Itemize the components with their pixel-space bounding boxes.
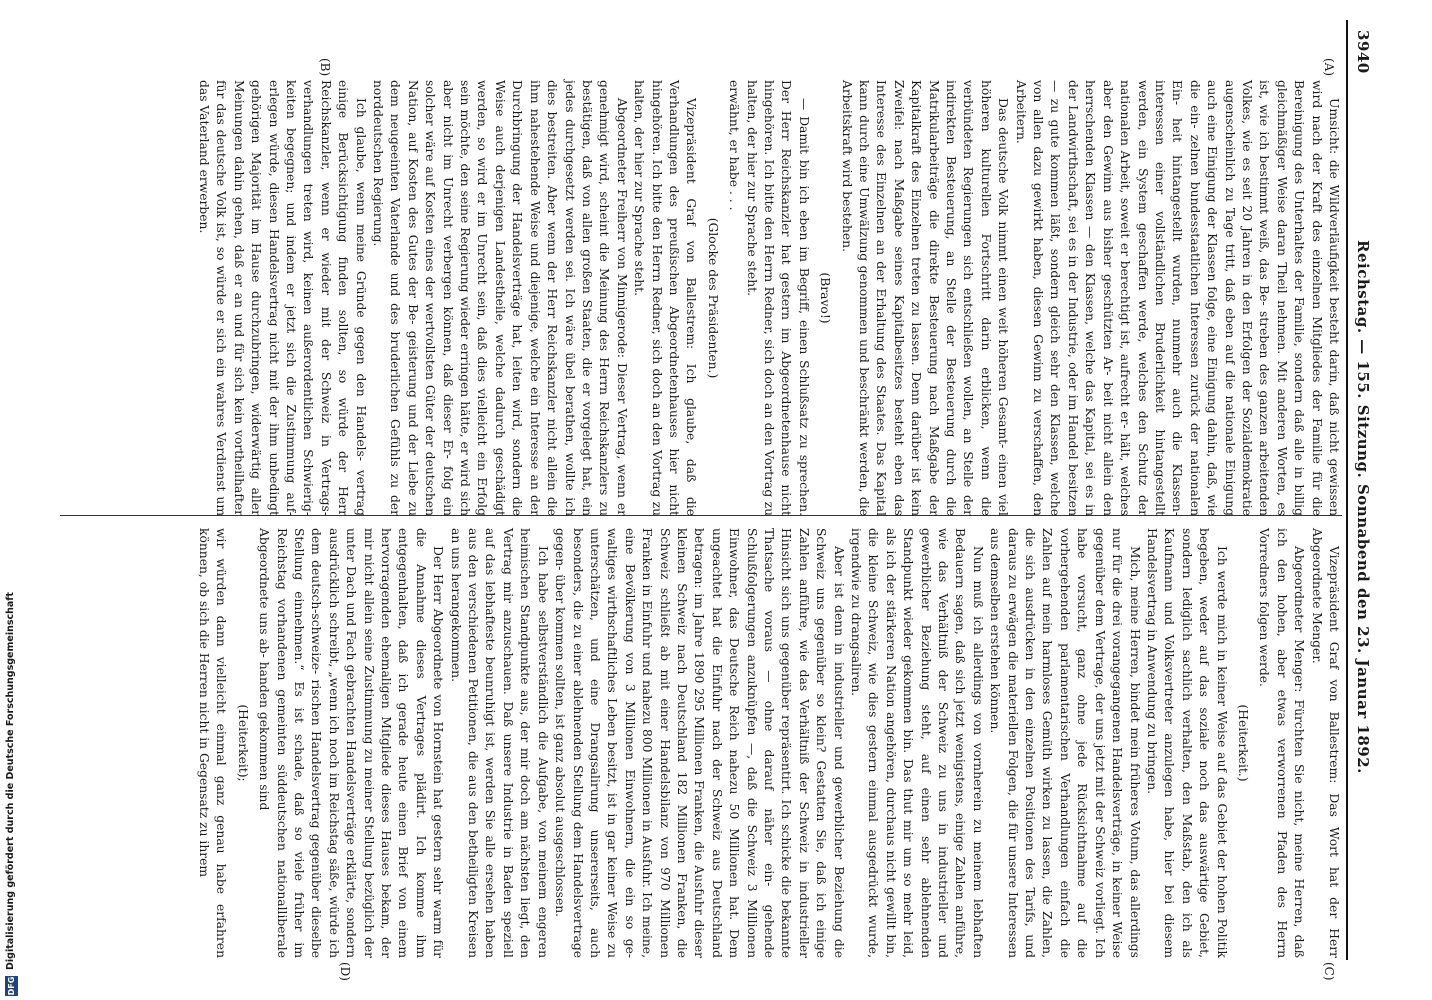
dfg-logo: DFG (7, 976, 16, 996)
paragraph: Abgeordneter Freiherr von Minnigerode: Dieser Vertrag, wenn er genehmigt wird, scheint die Meinung des Herrn Reichskanzlers zu bestätigen, daß von allen großen Staaten, die er vorgelegt hat, ein jedes durchgesetzt werden sei. Ich wäre übel berathen, wollte ich dies bestreiten. Aber wenn der Herr Reichskanzler nicht allein die ihm nahestehende Weise und diejenige, welche ein Interesse an der Durchbringung der Handelsverträge hat, leiten wird, sondern die Weise auch derjenigen Landestheile, welche dadurch geschädigt werden, so wird er im Unrecht sein, daß dies vielleicht ein Erfolg sein möchte, den seine Regierung wieder erringen hätte, er wird sich aber nicht im Unrecht verbergen können, daß dieser Er- folg ein solcher wäre auf Kosten eines der wertvollsten Güter der deutschen Nation, auf Kosten des Gutes der Be- geisterung und der Liebe zu dem neugeeinten Vaterlande und des bruderlichen Gefühls zu der norddeutschen Regierung. (371, 80, 629, 516)
page-header (1348, 30, 1374, 950)
paragraph: Ich habe selbstverständlich die Aufgabe, von meinem engeren heimischen Standpunkte aus, der mir doch am nächsten liegt, den Vertrag mir anzuschauen. Daß unsere Industrie in Baden speziell auf das lebhafteste beunruhigt ist, werden Sie alle ersehen haben aus den verschiedenen Petitionen, die aus den betheiligten Kreisen an uns herangekommen. (448, 528, 550, 958)
paragraph: — Damit bin ich eben im Begriff, einen Schlußsatz zu sprechen. Der Herr Reichskanzler hat gestern im Abgeordnetenhause nicht hingehören. Ich bitte den Herrn Redner, sich doch an den Vortrag zu halten, der hier zur Sprache steht. (744, 80, 811, 516)
paragraph: Vizepräsident Graf von Ballestrem: Ich glaube, daß die Verhandlungen des preußischen Abgeordnetenhauses hier nicht hingehören. Ich bitte den Herrn Redner, sich doch an den Vortrag zu halten, der hier zur Sprache steht. (632, 80, 699, 516)
margin-mark-d: (D) (338, 962, 352, 981)
interjection: (Glocke des Präsidenten.) (705, 217, 720, 379)
header-rule (1346, 20, 1348, 960)
interjection: (Heiterkeit); (235, 704, 250, 782)
paragraph: erwähnt, er habe . . . (727, 80, 742, 211)
paragraph: Ich werde mich in keiner Weise auf das Gebiet der hohen Politik begeben, weder auf das soziale noch das auswärtige Gebiet, sondern lediglich sachlich verhalten, den Maßstab, den ich als Kaufmann und Volksvertreter anzulegen habe, hier bei diesem Handelsvertrag in Anwendung zu bringen. (1144, 528, 1229, 958)
margin-mark-a: (A) (1322, 58, 1336, 77)
paragraph: Aber ist denn in industrieller und gewerblicher Beziehung die Schweiz uns gegenüber so klein? Gestatten Sie, daß ich einige Zahlen anführe, wie das Verhältniß der Schweiz in industrieller Hinsicht sich uns gegenüber repräsentirt. Ich schicke die bekannte Thatsache voraus — ohne darauf näher ein- gehende Schlußfolgerungen anzuknüpfen —, daß die Schweiz 3 Millionen Einwohner, das Deutsche Reich nahezu 50 Millionen hat. Dem ungeachtet hat die Einfuhr nach der Schweiz aus Deutschland betragen: im Jahre 1890 295 Millionen Franken, die Ausfuhr dieser kleinen Schweiz nach Deutschland 182 Millionen Franken, die Schweiz schließt ab mit einer Handelsbilanz von 970 Millionen Franken in Einfuhr und nahezu 800 Millionen in Ausfuhr. Ich meine, eine Bevölkerung von 3 Millionen Einwohnern, die ein so ge- waltiges wirthschaftliches Leben besitzt, ist in gar keiner Weise zu unterschätzen, und eine Drangsalirung unsererseits, auch besonders, die zu einer ablehnenden Stellung dem Handelsvertrage gegen- über kommen sollten, ist ganz absolut ausgeschlossen. (553, 528, 846, 958)
left-column (60, 80, 1342, 516)
paragraph: Umsicht: die Wildverläufigkeit besteht darin, daß nicht gewissen wird nach der Kraft des einzelnen Mitgliedes der Familie für die Bereinigung des Unterhaltes der Familie, sondern daß alle in billig gleichmäßiger Weise daran Theil nehmen. Mit anderen Worten, es ist, wie ich bestimmt weiß, das Be- streben des ganzen arbeitenden Volkes, wie es seit 20 Jahren in den Erfolgen der Sozialdemokratie augenscheinlich zu Tage tritt, daß eben auf die nationale Einigung auch eine Einigung der Klassen folge, eine Einigung dahin, daß, wie die ein- zelnen bundesstaatlichen Interessen zurück der nationalen Ein- heit hintangestellt wurden, nunmehr auch die Klassen- interessen einer vollständlichen Bruderlichkeit hintangestellt werden, ein System geschaffen werde, welches den Schutz der nationalen Arbeit, soweit er berechtigt ist, aufrecht er- hält, welches aber den Gewinn aus bisher geschützten Ar- beit nicht allein den herrschenden Klassen — den Klassen, welche das Kapital, sei es in der Landwirthschaft, sei es in der Industrie, oder im Handel besitzen — zu gute kommen läßt, sondern gleich sehr den Klassen, welche von allen dazu gewirkt haben, diesen Gewinn zu verschaffen, den Arbeitern. (1013, 80, 1341, 516)
paragraph: wir würden dann vielleicht einmal ganz genau habe erfahren können, ob sich die Herren nicht in Gegensatz zu ihrem (197, 528, 229, 958)
paragraph: Mich, meine Herren, bindet mein früheres Votum, das allerdings nur für die drei vorangegangenen Handelsverträge, in keiner Weise gegenüber dem Vertrage, der uns jetzt mit der Schweiz vorliegt. Ich habe vorsucht, ganz ohne jede Rücksichtnahme auf die vorhergehenden parlamentarischen Verhandlungen einfach die Zahlen auf mein harmloses Gemüth wirken zu lassen, die Zahlen, die sich ausdrücken in den einzelnen Positionen des Tarifs, und daraus zu erwägen die materiellen Folgen, die für unsere Interessen aus demselben erstehen können. (988, 528, 1142, 958)
paragraph: Abgeordneter Menger: Fürchten Sie nicht, meine Herren, daß ich den hohen, aber etwas verworrenen Pfaden des Herrn Vorredners folgen werde. (1257, 528, 1307, 958)
paragraph: Das deutsche Volk nimmt einen weit höheren Gesamt- einen viel höheren kulturellen Fortschritt darin erblicken, wenn die verbündeten Regierungen sich entschließen wollen, an Stelle der indirekten Besteuerung, an Stelle der Besteuerung durch die Matrikularbeiträge die direkte Besteuerung nach Maßgabe der Kapitalkraft des Einzelnen treten zu lassen. Denn darüber ist kein Zweifel: nach Maßgabe seines Kapitalbesitzes besteht eben das Interesse des Einzelnen an der Erhaltung des Staates. Das Kapital kann durch eine Umwälzung genommen und beschränkt werden, die Arbeitskraft wird bestehen. (839, 80, 1011, 516)
margin-mark-b: (B) (318, 58, 332, 77)
right-column (60, 528, 1342, 958)
margin-mark-c: (C) (1322, 962, 1336, 981)
header-title: Reichstag. — 155. Sitzung. Sonnabend den 23. Januar 1892. (1354, 240, 1372, 774)
page-number: 3940 (1354, 30, 1372, 74)
paragraph: Der Herr Abgeordnete von Hornstein hat gestern sehr warm für die Annahme dieses Vertrages plädirt. Ich komme ihm entgegenhalten, daß ich gerade heute einen Brief von einem hervorragenden ehemaligen Mitgliede dieses Hauses bekam, der mir nicht allein seine Zustimmung zu meiner Stellung bezüglich der unter Dach und Fach gebrachten Handelsverträge erklärte, sondern ausdrücklich schreibt, „wenn ich noch im Reichstag säße, würde ich dem deutsch-schweize- rischen Handelsvertrag gegenüber dieselbe Stellung einnehmen.“ Es ist schade, daß so viele früher im Reichstag vorhandenen gemeinten süddeutschen nationalliberale Abgeordnete uns ab- handen gekommen sind (257, 528, 446, 958)
interjection: (Bravo!) (818, 272, 833, 324)
paragraph: Vizepräsident Graf von Ballestrem: Das Wort hat der Herr Abgeordnete Menger. (1309, 528, 1341, 958)
digitization-credit: Digitalisierung gefördert durch die Deutsche Forschungsgemeinschaft (5, 592, 16, 970)
paragraph: Nun muß ich allerdings von vornherein zu meinem lebhaften Bedauern sagen, daß sich jetzt wenigstens, einige Zahlen anführe, wie das Verhältniß der Schweiz zu uns in industrieller und gewerblicher Beziehung steht, auf einen sehr ablehnenden Standpunkt wieder gekommen bin. Das thut mir um so mehr leid, als ich der stärkeren Nation angehören, durchaus nicht gewillt bin, die kleine Schweiz, wie dies gestern einmal ausgedrückt wurde, irgendwie zu drangsaliren. (849, 528, 985, 958)
footer-credit-strip (4, 0, 20, 1000)
interjection: (Heiterkeit.) (1235, 704, 1250, 782)
paragraph: Ich glaube, wenn meine Gründe gegen den Handels- vertrag einige Berücksichtigung finden sollten, so würde der Herr Reichskanzler, wenn er wieder mit der Schweiz in Vertrags- verhandlungen treten wird, keinen außerordentlichen Schwierig- keiten begegnen; und indem er jetzt sich die Zustimmung auf- erlegen würde, diesen Handelsvertrag nicht mit der ihm unbedingt gehörigen Majorität im Hause durchzubringen, widerwärtig aller Meinungen dahin gehen, daß er an und für sich kein vortheilhafter für das deutsche Volk ist, so würde er sich ein wahres Verdienst um das Vaterland erwerben. (197, 80, 368, 516)
